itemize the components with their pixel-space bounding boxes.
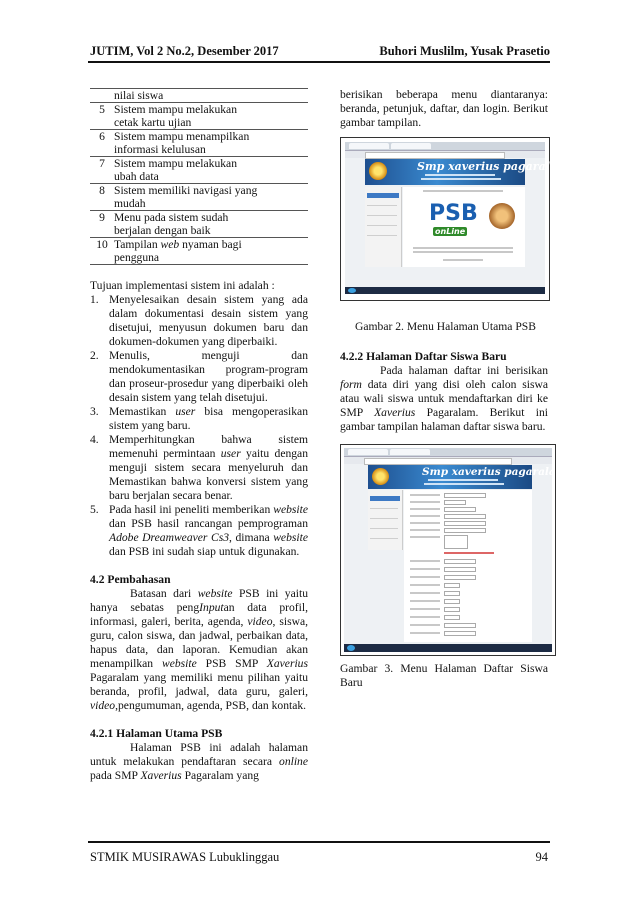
select-field[interactable] bbox=[444, 591, 460, 596]
section-heading-4-2-2: 4.2.2 Halaman Daftar Siswa Baru bbox=[340, 350, 507, 363]
form-field[interactable] bbox=[444, 575, 476, 580]
list-item: 2. Menulis, menguji dan mendokumentasikan program-program dan proseur-prosedur yang diperbaiki oleh desain sistem yang telah disetujui. bbox=[90, 349, 308, 404]
menu-item-active[interactable] bbox=[370, 496, 400, 501]
table-row: 8 Sistem memiliki navigasi yang mudah bbox=[90, 184, 308, 211]
figure-3-frame bbox=[340, 444, 567, 656]
school-logo-icon bbox=[369, 162, 387, 180]
form-field[interactable] bbox=[444, 567, 476, 572]
footer-rule bbox=[88, 841, 550, 843]
registration-form bbox=[404, 490, 532, 642]
authors-header: Buhori Muslilm, Yusak Prasetio bbox=[379, 44, 550, 58]
school-logo-icon bbox=[372, 468, 389, 485]
psb-logo-text: PSB bbox=[429, 201, 478, 226]
form-field[interactable] bbox=[444, 500, 466, 505]
form-field[interactable] bbox=[444, 623, 476, 628]
left-column bbox=[90, 88, 308, 783]
section-heading-4-2: 4.2 Pembahasan bbox=[90, 573, 171, 586]
table-row bbox=[90, 89, 308, 103]
banner-title: Smp xaverius pagaralam bbox=[417, 160, 569, 173]
browser-addressbar bbox=[344, 457, 552, 464]
header-rule bbox=[88, 61, 550, 63]
menu-item-active[interactable] bbox=[367, 193, 399, 198]
os-taskbar bbox=[344, 644, 552, 652]
figure-2-screenshot bbox=[345, 142, 569, 294]
table-row: 7 Sistem mampu melakukan ubah data bbox=[90, 157, 308, 184]
figure-3-screenshot bbox=[344, 448, 567, 652]
select-field[interactable] bbox=[444, 615, 460, 620]
institution-footer: STMIK MUSIRAWAS Lubuklinggau bbox=[90, 850, 280, 864]
section-heading-4-2-1: 4.2.1 Halaman Utama PSB bbox=[90, 727, 223, 740]
form-field[interactable] bbox=[444, 521, 486, 526]
list-item: 1. Menyelesaikan desain sistem yang ada dalam dokumentasi desain sistem yang disetujui, menyusun dokumen baru dan dokumen-dokumen yang diperbaiki. bbox=[90, 293, 308, 348]
start-icon[interactable] bbox=[348, 288, 356, 293]
goals-list bbox=[90, 293, 308, 559]
page-number: 94 bbox=[535, 850, 548, 864]
criteria-table bbox=[90, 88, 308, 265]
form-field[interactable] bbox=[444, 493, 486, 498]
start-icon[interactable] bbox=[347, 645, 355, 651]
form-field[interactable] bbox=[444, 528, 486, 533]
section-4-2-2-paragraph: Pada halaman daftar ini berisikan form data diri yang disi oleh calon siswa atau wali siswa untuk mendaftarkan diri ke SMP Xaverius Pagaralam. Berikut ini gambar tampilan halaman daftar siswa baru. bbox=[340, 364, 548, 433]
section-4-2-1-paragraph: Halaman PSB ini adalah halaman untuk melakukan pendaftaran secara online pada SMP Xaverius Pagaralam yang bbox=[90, 741, 308, 782]
table-row: 5 Sistem mampu melakukan cetak kartu ujian bbox=[90, 103, 308, 130]
table-row: 9 Menu pada sistem sudah berjalan dengan baik bbox=[90, 211, 308, 238]
textarea-field[interactable] bbox=[444, 535, 468, 549]
online-badge: onLine bbox=[435, 227, 466, 236]
form-field[interactable] bbox=[444, 631, 476, 636]
goals-intro: Tujuan implementasi sistem ini adalah : bbox=[90, 279, 275, 292]
side-menu bbox=[368, 490, 403, 550]
site-banner bbox=[365, 159, 569, 185]
continuation-paragraph: berisikan beberapa menu diantaranya: beranda, petunjuk, daftar, dan login. Berikut gambar tampilan. bbox=[340, 88, 548, 129]
journal-header: JUTIM, Vol 2 No.2, Desember 2017 bbox=[90, 44, 279, 58]
section-4-2-2 bbox=[340, 350, 548, 434]
figure-3-caption: Gambar 3. Menu Halaman Daftar Siswa Baru bbox=[340, 662, 548, 689]
select-field[interactable] bbox=[444, 583, 460, 588]
list-item: 3. Memastikan user bisa mengoperasikan sistem yang baru. bbox=[90, 405, 309, 432]
figure-2-caption: Gambar 2. Menu Halaman Utama PSB bbox=[355, 320, 536, 333]
form-field[interactable] bbox=[444, 559, 476, 564]
students-illustration-icon bbox=[489, 203, 515, 229]
browser-addressbar bbox=[345, 151, 545, 158]
browser-tabbar bbox=[344, 448, 552, 457]
form-field[interactable] bbox=[444, 514, 486, 519]
section-4-2-paragraph: Batasan dari website PSB ini yaitu hanya sebatas pengInputan data profil, informasi, galeri, berita, agenda, video, siswa, guru, calon siswa, dan jadwal, perbaikan data, hapus data, dan laporan. Kemudian akan menampilkan website PSB SMP Xaverius Pagaralam yang memiliki menu pilihan yaitu beranda, profil, jadwal, data guru, galeri, video,pengumuman, agenda, PSB, dan kontak. bbox=[90, 587, 308, 712]
side-menu bbox=[365, 187, 402, 267]
table-row: 6 Sistem mampu menampilkan informasi kelulusan bbox=[90, 130, 308, 157]
right-column bbox=[340, 88, 548, 130]
list-item: 5. Pada hasil ini peneliti memberikan website dan PSB hasil rancangan pemprograman Adobe Dreamweaver Cs3, dimana website dan PSB ini sudah siap untuk digunakan. bbox=[90, 503, 308, 558]
main-content bbox=[403, 187, 525, 267]
select-field[interactable] bbox=[444, 599, 460, 604]
figure-2-frame bbox=[340, 137, 569, 301]
table-cell: nilai siswa bbox=[114, 89, 164, 102]
browser-tabbar bbox=[345, 142, 545, 151]
list-item: 4. Memperhitungkan bahwa sistem memenuhi permintaan user yaitu dengan menguji sistem secara menyeluruh dan Memastikan bahwa konversi sistem yang baru berjalan secara benar. bbox=[90, 433, 308, 502]
select-field[interactable] bbox=[444, 607, 460, 612]
site-banner bbox=[368, 465, 567, 489]
table-row: 10 Tampilan web nyaman bagi pengguna bbox=[90, 238, 308, 265]
os-taskbar bbox=[345, 287, 545, 294]
banner-title: Smp xaverius pagaralam bbox=[422, 466, 567, 478]
form-field[interactable] bbox=[444, 507, 476, 512]
